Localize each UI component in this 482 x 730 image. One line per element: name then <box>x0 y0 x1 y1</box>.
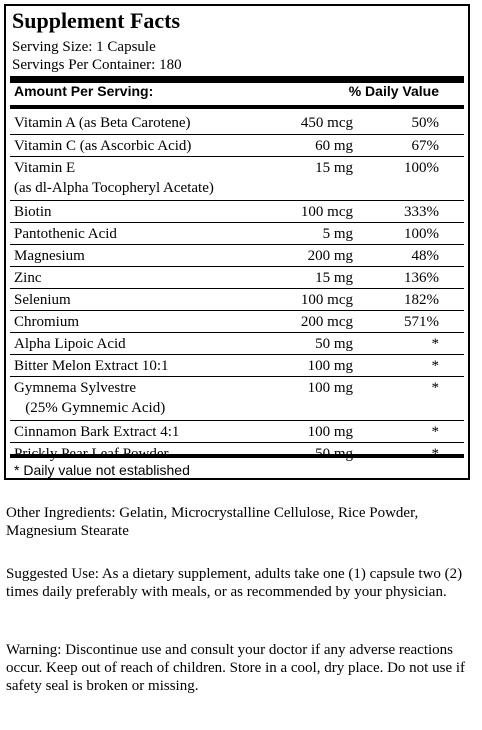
nutrient-name: Vitamin E (as dl-Alpha Tocopheryl Acetate) <box>14 160 214 196</box>
nutrient-row <box>10 112 464 134</box>
nutrient-amount: 100 mg <box>307 424 353 440</box>
nutrient-amount: 100 mg <box>307 380 353 396</box>
nutrient-amount: 100 mcg <box>300 204 353 220</box>
nutrient-row <box>10 266 464 288</box>
nutrient-amount: 15 mg <box>315 270 353 286</box>
other-ingredients: Other Ingredients: Gelatin, Microcrystalline Cellulose, Rice Powder, Magnesium Stearate <box>6 505 419 539</box>
nutrient-row <box>10 376 464 420</box>
nutrient-row <box>10 200 464 222</box>
nutrient-rows <box>10 112 464 464</box>
nutrient-daily-value: * <box>431 358 439 374</box>
amount-header: Amount Per Serving: <box>14 83 154 99</box>
nutrient-amount: 5 mg <box>322 226 353 242</box>
nutrient-amount: 100 mg <box>307 358 353 374</box>
nutrient-name: Biotin <box>14 204 52 220</box>
nutrient-name: Pantothenic Acid <box>14 226 117 242</box>
nutrient-row <box>10 442 464 464</box>
nutrient-row <box>10 134 464 156</box>
nutrient-name: Alpha Lipoic Acid <box>14 336 126 352</box>
nutrient-name: Bitter Melon Extract 10:1 <box>14 358 169 374</box>
suggested-use: Suggested Use: As a dietary supplement, adults take one (1) capsule two (2) times daily preferably with meals, or as recommended by your physician. <box>6 566 463 600</box>
nutrient-name: Magnesium <box>14 248 85 264</box>
nutrient-name: Zinc <box>14 270 42 286</box>
supplement-facts-panel <box>4 4 470 480</box>
footer-divider <box>10 454 464 458</box>
nutrient-amount: 50 mg <box>315 336 353 352</box>
nutrient-daily-value: 333% <box>404 204 439 220</box>
servings-per-container: Servings Per Container: 180 <box>12 57 182 73</box>
nutrient-name: Selenium <box>14 292 71 308</box>
nutrient-daily-value: 50% <box>411 115 439 131</box>
header-divider <box>10 105 464 109</box>
nutrient-daily-value: 48% <box>411 248 439 264</box>
nutrient-amount: 200 mcg <box>300 314 353 330</box>
nutrient-row <box>10 244 464 266</box>
column-header <box>10 80 464 104</box>
nutrient-row <box>10 222 464 244</box>
dv-header: % Daily Value <box>348 83 439 99</box>
nutrient-daily-value: 67% <box>411 138 439 154</box>
nutrient-daily-value: * <box>431 424 439 440</box>
nutrient-daily-value: 100% <box>404 226 439 242</box>
nutrient-amount: 15 mg <box>315 160 353 176</box>
nutrient-amount: 200 mg <box>307 248 353 264</box>
nutrient-daily-value: 571% <box>404 314 439 330</box>
nutrient-amount: 100 mcg <box>300 292 353 308</box>
nutrient-daily-value: 136% <box>404 270 439 286</box>
nutrient-daily-value: 100% <box>404 160 439 176</box>
nutrient-amount: 450 mcg <box>300 115 353 131</box>
nutrient-daily-value: * <box>431 380 439 396</box>
warning: Warning: Discontinue use and consult your doctor if any adverse reactions occur. Keep out of reach of children. Store in a cool, dry place. Do not use if safety seal is broken or missing. <box>6 642 466 694</box>
nutrient-row <box>10 354 464 376</box>
panel-title: Supplement Facts <box>12 8 181 33</box>
nutrient-daily-value: 182% <box>404 292 439 308</box>
nutrient-row <box>10 420 464 442</box>
nutrient-row <box>10 156 464 200</box>
nutrient-name: Vitamin A (as Beta Carotene) <box>14 115 191 131</box>
nutrient-row <box>10 288 464 310</box>
nutrient-name: Gymnema Sylvestre (25% Gymnemic Acid) <box>14 380 166 416</box>
nutrient-name: Chromium <box>14 314 80 330</box>
footnote: * Daily value not established <box>14 462 190 478</box>
nutrient-row <box>10 332 464 354</box>
nutrient-row <box>10 310 464 332</box>
nutrient-name: Cinnamon Bark Extract 4:1 <box>14 424 180 440</box>
nutrient-amount: 60 mg <box>315 138 353 154</box>
nutrient-name: Vitamin C (as Ascorbic Acid) <box>14 138 192 154</box>
serving-size: Serving Size: 1 Capsule <box>12 39 156 55</box>
nutrient-daily-value: * <box>431 336 439 352</box>
